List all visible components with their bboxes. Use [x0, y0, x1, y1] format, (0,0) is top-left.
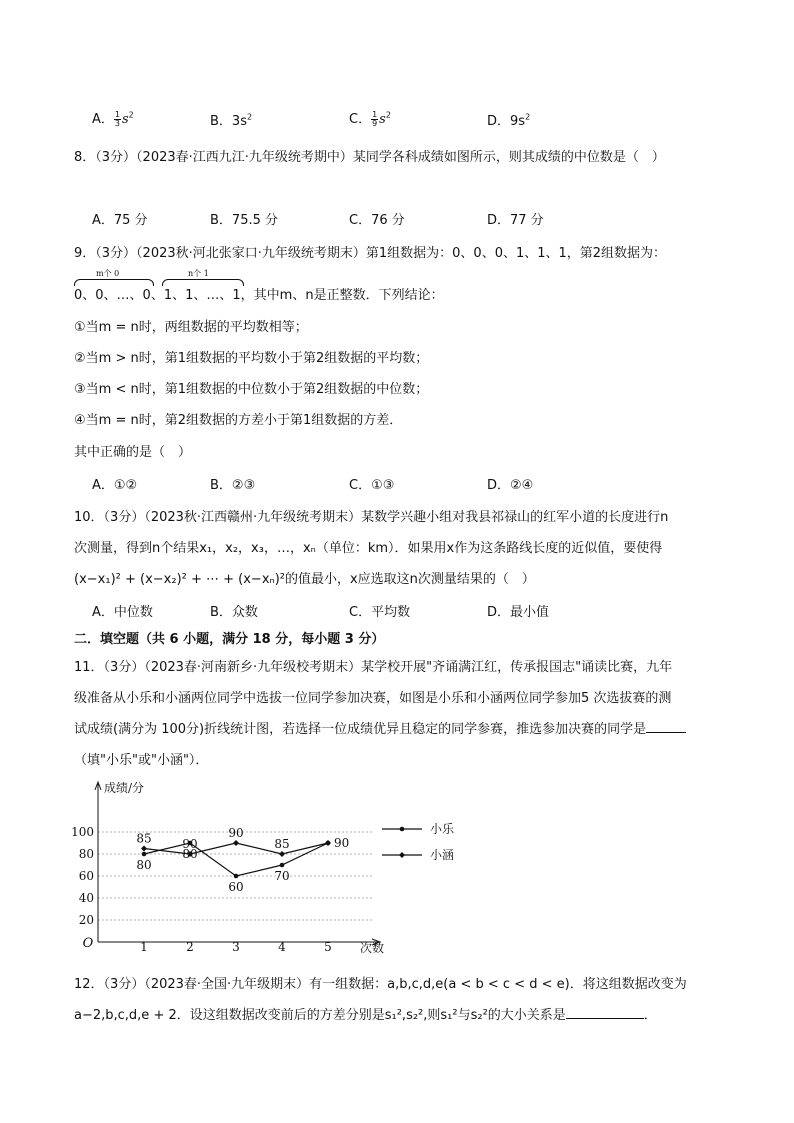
q9-option-c: C．①③: [349, 478, 395, 493]
q12-line2: a−2,b,c,d,e + 2．设这组数据改变前后的方差分别是s₁²,s₂²,则s₁²与s₂²的大小关系是 ．: [74, 1008, 657, 1023]
x-tick-label: 2: [186, 940, 194, 954]
data-label: 90: [182, 837, 198, 851]
q8-stem: 8．（3分）（2023春·江西九江·九年级统考期中）某同学各科成绩如图所示，则其成绩的中位数是（ ）: [74, 150, 665, 165]
legend-label: 小涵: [430, 848, 455, 862]
q9-statement-1: ①当m = n时，两组数据的平均数相等；: [74, 320, 308, 335]
x-axis-title: 次数: [360, 941, 385, 955]
q10-line1: 10．（3分）（2023秋·江西赣州·九年级统考期末）某数学兴趣小组对我县祁禄山的红军小道的长度进行n: [74, 510, 669, 525]
q10-line2: 次测量，得到n个结果x₁，x₂，x₃，…，xₙ（单位：km）．如果用x作为这条路线长度的近似值，要使得: [74, 541, 663, 556]
q9-option-b: B．②③: [210, 478, 256, 493]
x-tick-label: 5: [324, 940, 332, 954]
legend-marker-icon: [400, 827, 405, 832]
y-tick-label: 60: [78, 869, 94, 883]
q9-ask: 其中正确的是（ ）: [74, 445, 192, 460]
q11-line1: 11．（3分）（2023春·河南新乡·九年级校考期末）某学校开展"齐诵满江红，传承报国志"诵读比赛，九年: [74, 660, 673, 675]
legend-label: 小乐: [430, 822, 455, 836]
q10-option-b: B．众数: [210, 605, 258, 620]
data-label: 85: [136, 831, 152, 846]
data-label: 80: [136, 858, 152, 872]
y-axis-title: 成绩/分: [104, 781, 145, 795]
q8-option-a: A．75 分: [92, 213, 148, 228]
series-2-point: [279, 851, 285, 857]
q12-line1: 12．（3分）（2023春·全国·九年级期末）有一组数据：a,b,c,d,e(a < b < c < d < e)．将这组数据改变为: [74, 977, 687, 992]
data-label: 90: [334, 836, 350, 850]
section-fill-in-title: 二．填空题（共 6 小题，满分 18 分，每小题 3 分）: [74, 632, 385, 647]
y-tick-label: 20: [78, 913, 94, 927]
x-tick-label: 4: [278, 940, 286, 954]
q10-option-c: C．平均数: [349, 605, 411, 620]
q9-line2: 0、0、…、0、1、1、…、1，其中m、n是正整数．下列结论：: [74, 288, 444, 303]
y-tick-label: 100: [71, 825, 94, 839]
data-label: 90: [228, 826, 244, 840]
q8-option-c: C．76 分: [349, 213, 405, 228]
series-2-point: [233, 840, 239, 846]
series-line-1: [144, 843, 328, 876]
data-label: 85: [274, 837, 290, 851]
y-tick-label: 40: [78, 891, 94, 905]
origin-label: O: [82, 936, 94, 951]
q7-option-a: A． $\frac{1}{3}$ $s^2$: [92, 110, 134, 128]
q11-line2: 级准备从小乐和小涵两位同学中选拔一位同学参加决赛，如图是小乐和小涵两位同学参加5 次选拔赛的测: [74, 691, 672, 706]
data-label: 70: [274, 869, 290, 883]
series-2-point: [141, 846, 147, 852]
q9-stem: 9．（3分）（2023秋·河北张家口·九年级统考期末）第1组数据为：0、0、0、1、1、1，第2组数据为：: [74, 246, 667, 261]
q7-option-d: D．$9s^2$: [487, 112, 531, 129]
x-tick-label: 3: [232, 940, 240, 954]
q9-statement-2: ②当m > n时，第1组数据的平均数小于第2组数据的平均数；: [74, 351, 429, 366]
x-tick-label: 1: [140, 940, 148, 954]
q9-statement-4: ④当m = n时，第2组数据的方差小于第1组数据的方差．: [74, 413, 403, 428]
q7-option-b: B．$3s^2$: [210, 112, 253, 129]
q8-option-b: B．75.5 分: [210, 213, 278, 228]
score-line-chart: [71, 772, 474, 962]
q9-option-d: D．②④: [487, 478, 534, 493]
q11-line4: （填"小乐"或"小涵"）．: [74, 753, 209, 768]
series-1-point: [142, 852, 147, 857]
series-1-point: [234, 874, 239, 879]
q12-answer-blank: [566, 1018, 644, 1019]
data-label: 80: [182, 847, 198, 861]
q9-brace-n-label: n个 1: [188, 269, 209, 278]
data-label: 60: [228, 880, 244, 894]
q8-option-d: D．77 分: [487, 213, 544, 228]
q10-option-d: D．最小值: [487, 605, 550, 620]
legend-marker-icon: [399, 852, 405, 858]
q9-option-a: A．①②: [92, 478, 138, 493]
q9-brace-m-label: m个 0: [96, 269, 120, 278]
q11-line3: 试成绩(满分为 100分)折线统计图，若选择一位成绩优异且稳定的同学参赛，推选参加决赛的同学是: [74, 718, 686, 737]
q10-option-a: A．中位数: [92, 605, 153, 620]
series-2-point: [325, 840, 331, 846]
q9-statement-3: ③当m < n时，第1组数据的中位数小于第2组数据的中位数；: [74, 382, 429, 397]
q10-line3: (x−x₁)² + (x−x₂)² + ⋯ + (x−xₙ)²的值最小，x应选取这n次测量结果的（ ）: [74, 572, 535, 587]
y-tick-label: 80: [78, 847, 94, 861]
q11-answer-blank: [646, 732, 686, 733]
series-1-point: [280, 863, 285, 868]
q7-option-c: C． $\frac{1}{9}$ $s^2$: [349, 110, 391, 128]
